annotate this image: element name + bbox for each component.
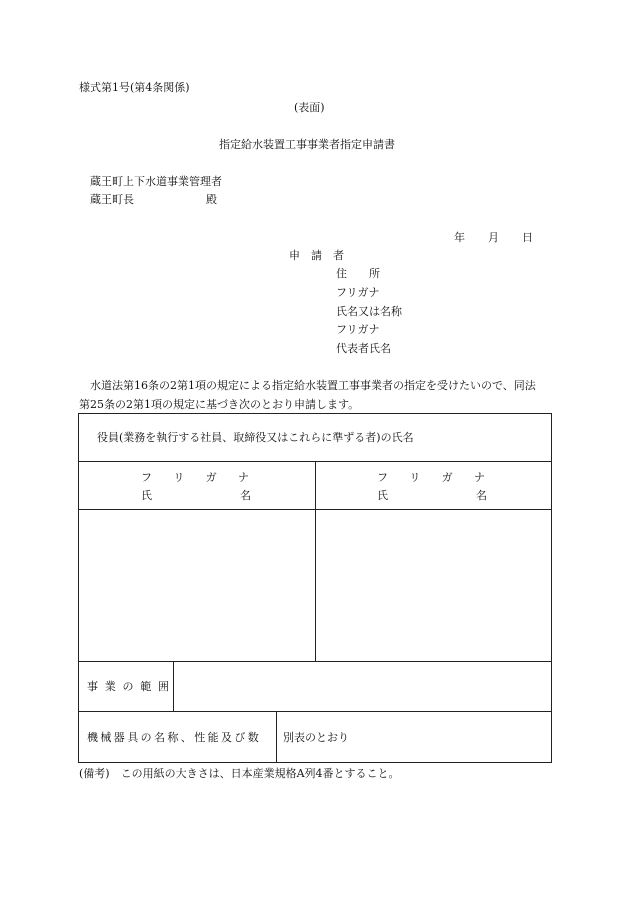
body-text-line-1: 水道法第16条の2第1項の規定による指定給水装置工事事業者の指定を受けたいので、同法 xyxy=(90,379,536,392)
left-name-header: 氏 名 xyxy=(141,489,251,502)
body-text-line-2: 第25条の2第1項の規定に基づき次のとおり申請します。 xyxy=(79,398,360,411)
form-side: (表面) xyxy=(294,101,325,114)
applicant-heading: 申 請 者 xyxy=(289,249,344,262)
right-furigana-header: フ リ ガ ナ xyxy=(377,471,485,484)
form-number: 様式第1号(第4条関係) xyxy=(79,81,190,94)
honorific: 殿 xyxy=(206,193,217,206)
addressee-mayor: 蔵王町長 xyxy=(90,193,134,206)
equipment-label: 機械器具の名称、性能及び数 xyxy=(87,731,262,744)
representative-name-label: 代表者氏名 xyxy=(336,342,391,355)
form-title: 指定給水装置工事事業者指定申請書 xyxy=(219,138,395,151)
applicant-furigana-label: フリガナ xyxy=(336,286,380,299)
left-furigana-header: フ リ ガ ナ xyxy=(141,471,249,484)
date-month: 月 xyxy=(488,231,499,244)
officers-heading: 役員(業務を執行する社員、取締役又はこれらに準ずる者)の氏名 xyxy=(97,431,414,444)
scope-of-business-label: 事 業 の 範 囲 xyxy=(87,680,169,693)
right-name-header: 氏 名 xyxy=(377,489,487,502)
equipment-value: 別表のとおり xyxy=(283,731,349,744)
form-note: (備考) この用紙の大きさは、日本産業規格A列4番とすること。 xyxy=(79,767,400,780)
applicant-address-label: 住 所 xyxy=(336,267,380,280)
representative-furigana-label: フリガナ xyxy=(336,323,380,336)
addressee-manager: 蔵王町上下水道事業管理者 xyxy=(90,175,222,188)
officers-table xyxy=(78,413,552,763)
date-year: 年 xyxy=(454,231,465,244)
applicant-name-label: 氏名又は名称 xyxy=(336,305,402,318)
date-day: 日 xyxy=(522,231,533,244)
